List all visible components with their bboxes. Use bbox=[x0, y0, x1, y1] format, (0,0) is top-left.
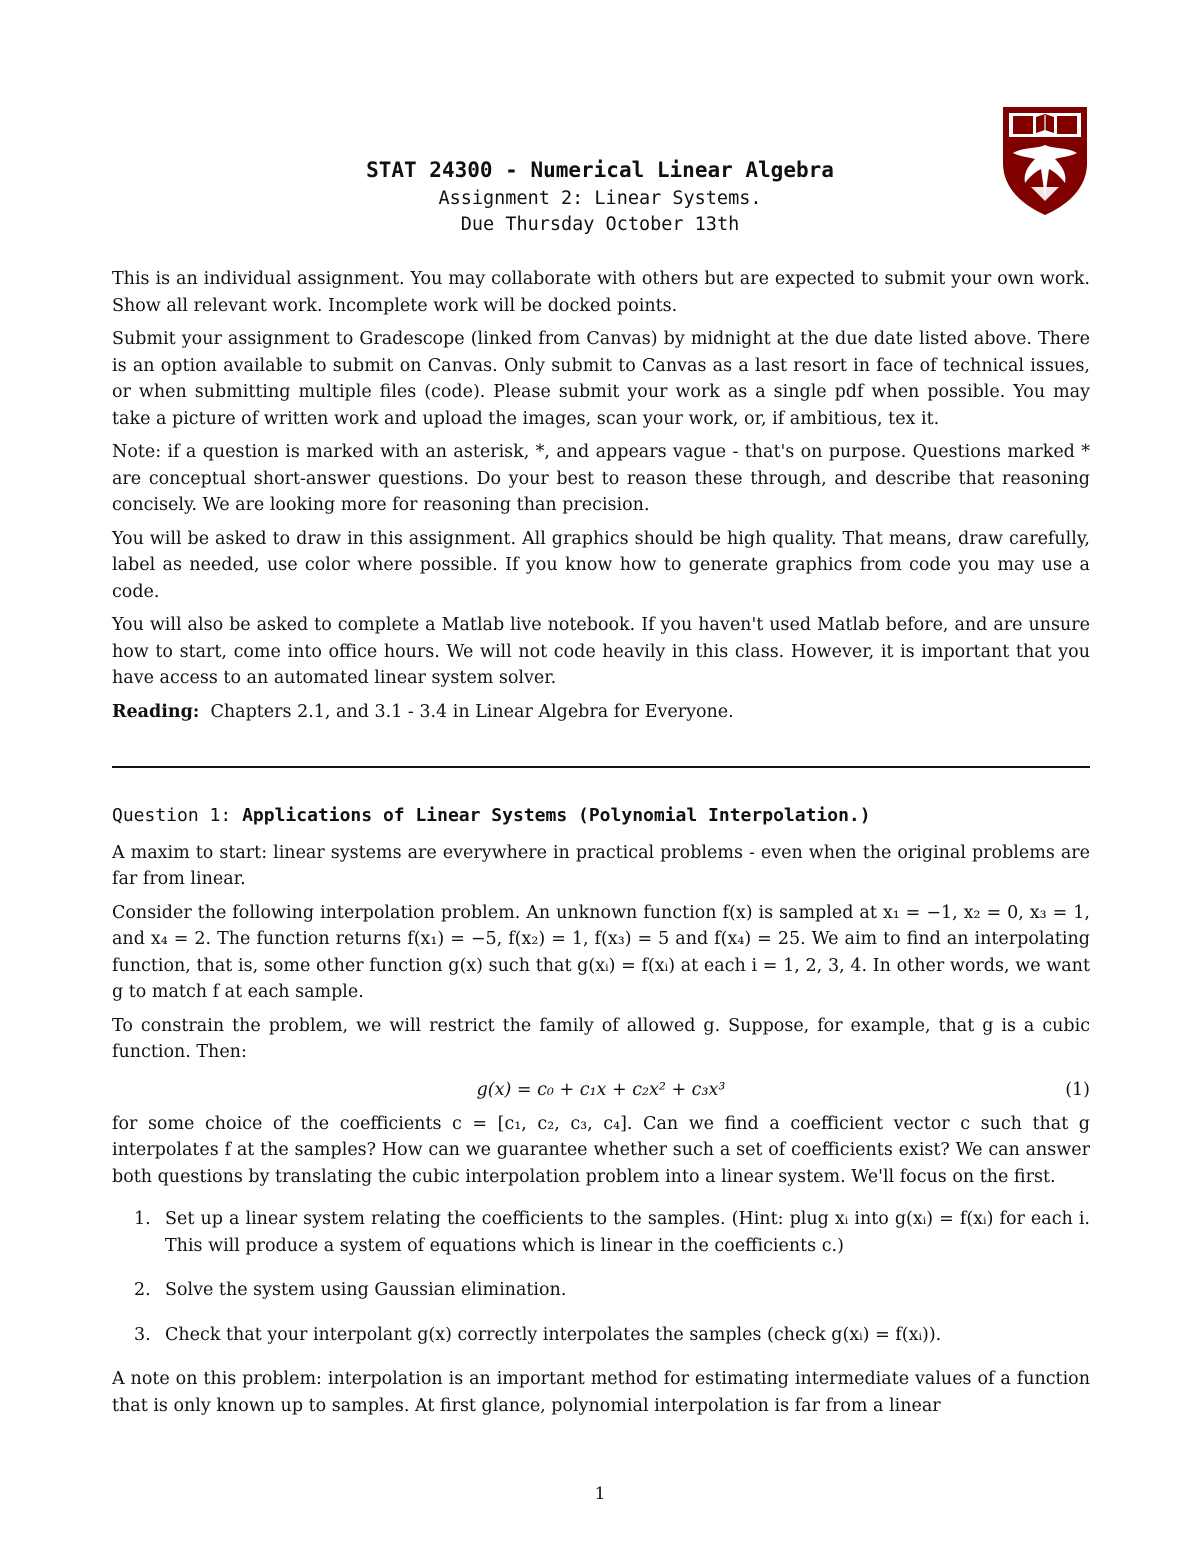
intro-paragraph: Submit your assignment to Gradescope (linked from Canvas) by midnight at the due date listed above. There is an option available to submit on Canvas. Only submit to Canvas as a last resort in face of technical issues, or when submitting multiple files (code). Please submit your work as a single pdf when possible. You may take a picture of written work and upload the images, scan your work, or, if ambitious, tex it. bbox=[112, 329, 1090, 429]
assignment-subtitle: Assignment 2: Linear Systems. bbox=[438, 188, 762, 209]
task-text: Solve the system using Gaussian elimination. bbox=[165, 1280, 567, 1300]
intro-section bbox=[112, 266, 1090, 732]
task-text: Check that your interpolant g(x) correctly interpolates the samples (check g(xᵢ) = f(xᵢ)). bbox=[165, 1324, 942, 1345]
question-1-section bbox=[112, 803, 1090, 1426]
section-divider bbox=[112, 766, 1090, 768]
question-1-note: A note on this problem: interpolation is an important method for estimating intermediate values of a function that is only known up to samples. At first glance, polynomial interpolation is far from a linear bbox=[112, 1369, 1090, 1416]
task-text: Set up a linear system relating the coefficients to the samples. (Hint: plug xᵢ into g(xᵢ) = f(xᵢ) for each i. This will produce a system of equations which is linear in the coefficients c.) bbox=[165, 1209, 1090, 1256]
question-1-title bbox=[112, 803, 1090, 830]
equation-body: g(x) = c₀ + c₁x + c₂x² + c₃x³ bbox=[476, 1079, 726, 1100]
question-1-heading: Applications of Linear Systems (Polynomial Interpolation.) bbox=[242, 805, 871, 826]
question-1-prefix: Question 1: bbox=[112, 805, 232, 826]
reading-label: Reading: bbox=[112, 701, 200, 722]
list-item bbox=[112, 1206, 1090, 1259]
task-number: 3. bbox=[134, 1324, 151, 1345]
document-title: STAT 24300 - Numerical Linear Algebra bbox=[366, 158, 834, 182]
task-number: 1. bbox=[134, 1209, 151, 1229]
question-1-maxim: A maxim to start: linear systems are everywhere in practical problems - even when the original problems are far from linear. bbox=[112, 842, 1090, 889]
due-date: Due Thursday October 13th bbox=[460, 214, 740, 235]
task-list bbox=[112, 1206, 1090, 1348]
list-item bbox=[112, 1277, 1090, 1304]
reading-text: Chapters 2.1, and 3.1 - 3.4 in Linear Algebra for Everyone. bbox=[210, 701, 734, 722]
equation-number: (1) bbox=[1065, 1079, 1090, 1100]
question-1-constrain: To constrain the problem, we will restrict the family of allowed g. Suppose, for example, that g is a cubic function. Then: bbox=[112, 1015, 1090, 1062]
question-1-after-equation: for some choice of the coefficients c = [c₁, c₂, c₃, c₄]. Can we find a coefficient vector c such that g interpolates f at the samples? How can we guarantee whether such a set of coefficients exist? We can answer both questions by translating the cubic interpolation problem into a linear system. We'll focus on the first. bbox=[112, 1113, 1090, 1187]
question-1-setup: Consider the following interpolation problem. An unknown function f(x) is sampled at x₁ = −1, x₂ = 0, x₃ = 1, and x₄ = 2. The function returns f(x₁) = −5, f(x₂) = 1, f(x₃) = 5 and f(x₄) = 25. We aim to find an interpolating function, that is, some other function g(x) such that g(xᵢ) = f(xᵢ) at each i = 1, 2, 3, 4. In other words, we want g to match f at each sample. bbox=[112, 902, 1090, 1002]
equation-1 bbox=[112, 1073, 1090, 1107]
intro-paragraph: Note: if a question is marked with an asterisk, *, and appears vague - that's on purpose. Questions marked * are conceptual short-answer questions. Do your best to reason these through, and describe that reasoning concisely. We are looking more for reasoning than precision. bbox=[112, 442, 1090, 515]
intro-paragraph: You will also be asked to complete a Matlab live notebook. If you haven't used Matlab before, and are unsure how to start, come into office hours. We will not code heavily in this class. However, it is important that you have access to an automated linear system solver. bbox=[112, 615, 1090, 688]
reading-paragraph bbox=[112, 699, 1090, 726]
intro-paragraph: This is an individual assignment. You may collaborate with others but are expected to submit your own work. Show all relevant work. Incomplete work will be docked points. bbox=[112, 269, 1090, 316]
page-number: 1 bbox=[594, 1484, 606, 1504]
list-item bbox=[112, 1322, 1090, 1349]
intro-paragraph: You will be asked to draw in this assignment. All graphics should be high quality. That means, draw carefully, label as needed, use color where possible. If you know how to generate graphics from code you may use a code. bbox=[112, 528, 1090, 602]
task-number: 2. bbox=[134, 1280, 151, 1300]
